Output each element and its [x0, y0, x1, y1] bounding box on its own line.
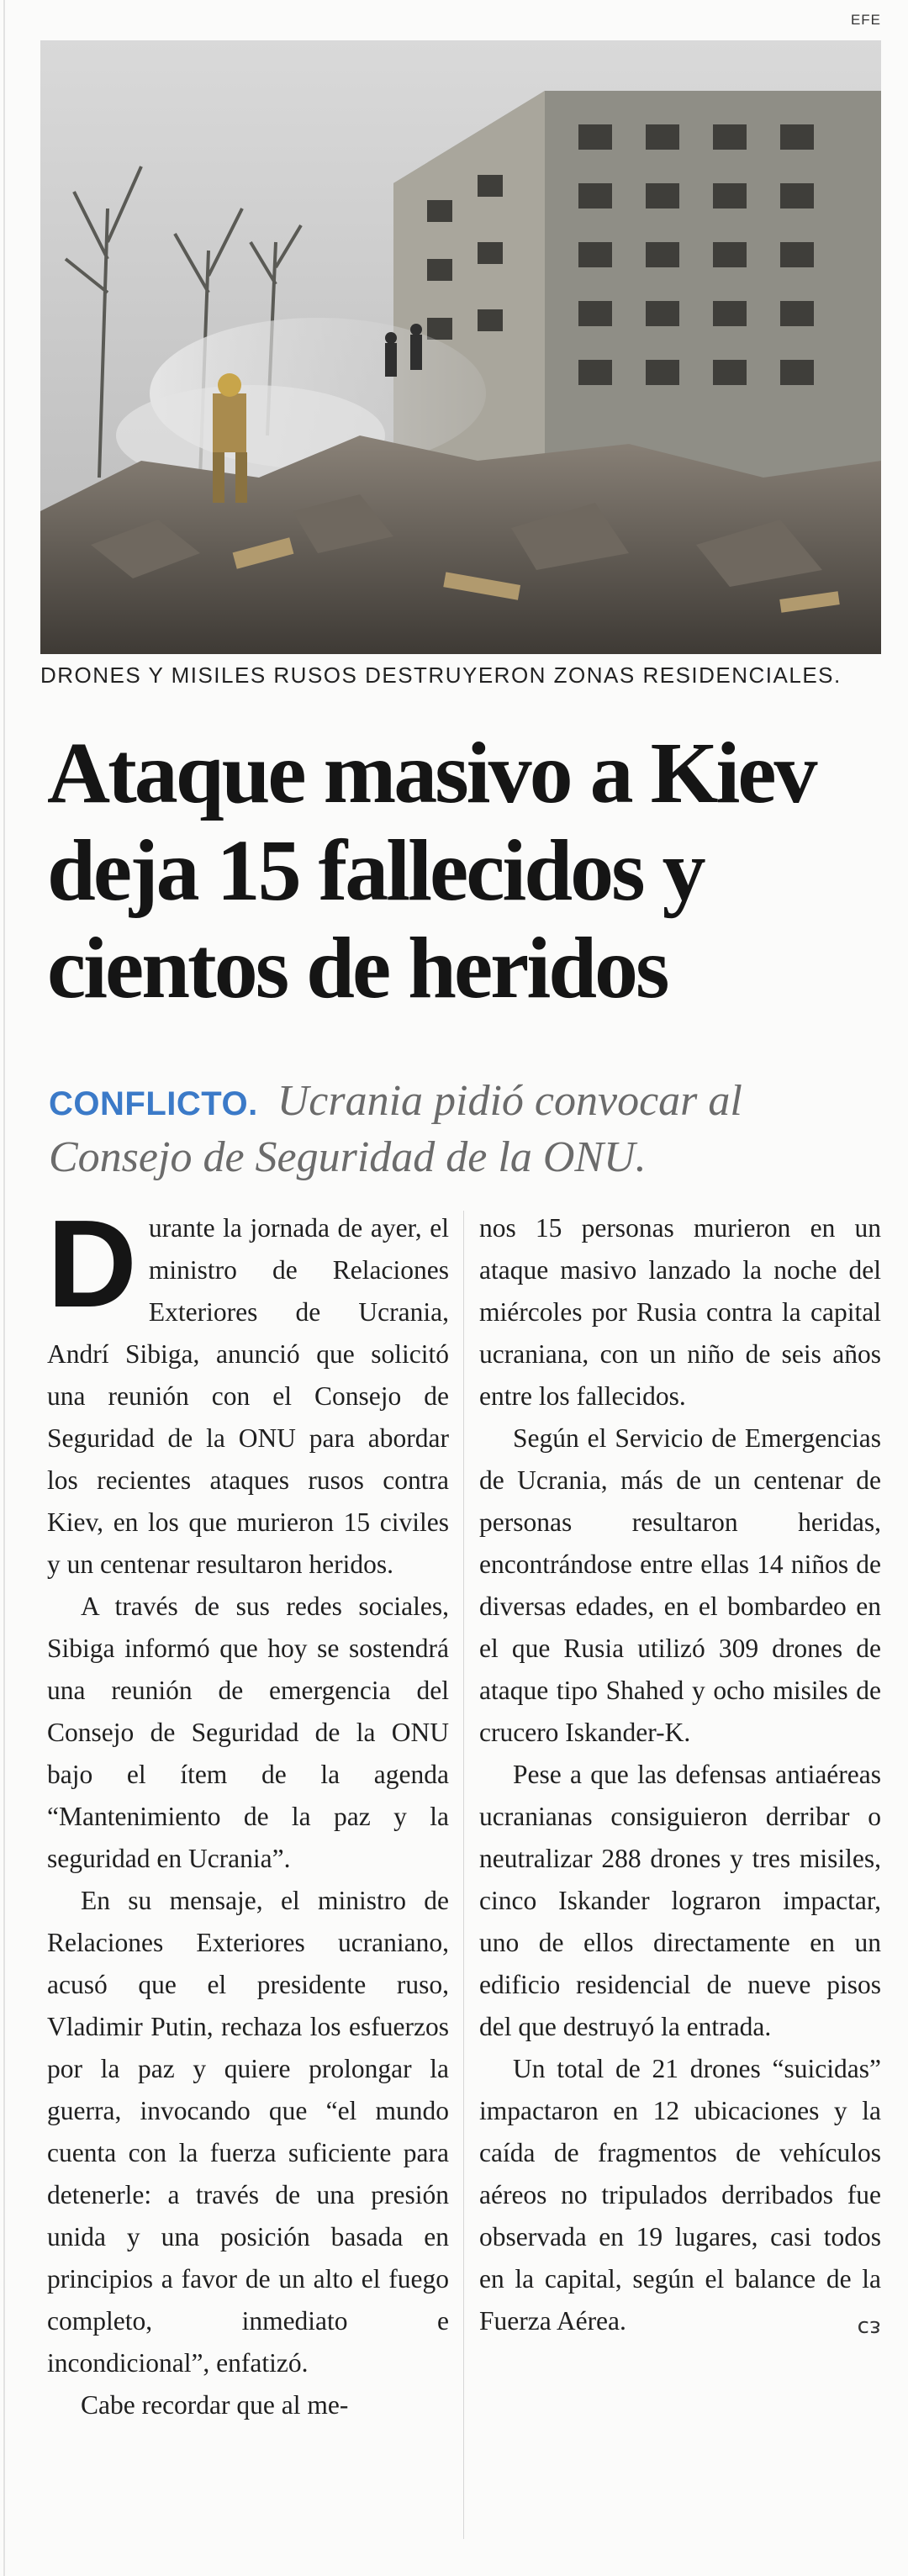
- headline-line-3: cientos de heridos: [47, 920, 668, 1016]
- drop-cap: D: [47, 1195, 137, 1333]
- body-paragraph-4: Cabe recordar que al me-: [81, 2390, 349, 2420]
- article-column-right: [479, 1207, 881, 2347]
- body-paragraph-7: Pese a que las defensas antiaéreas ucranianas consiguieron derribar o neutralizar 288 drones y tres misiles, cinco Iskander lograron impactar, uno de ellos directamente en un edificio residencial de nueve pisos del que destruyó la entrada.: [479, 1760, 881, 2041]
- body-paragraph-2: A través de sus redes sociales, Sibiga informó que hoy se sostendrá una reunión de emergencia del Consejo de Seguridad de la ONU bajo el ítem de la agenda “Mantenimiento de la paz y la seguridad en Ucrania”.: [47, 1592, 449, 1873]
- body-paragraph-8-text: Un total de 21 drones “suicidas” impactaron en 12 ubicaciones y la caída de fragmentos de vehículos aéreos no tripulados derribados fue observada en 19 lugares, casi todos en la capital, según el balance de la Fuerza Aérea.: [479, 2054, 881, 2336]
- column-divider: [463, 1211, 464, 2539]
- photo-credit: EFE: [850, 12, 881, 28]
- subhead-text: Ucrania pidió convocar al Consejo de Seguridad de la ONU.: [49, 1077, 742, 1181]
- body-paragraph-5: nos 15 personas murieron en un ataque masivo lanzado la noche del miércoles por Rusia contra la capital ucraniana, con un niño de seis años entre los fallecidos.: [479, 1213, 881, 1411]
- body-paragraph-6: Según el Servicio de Emergencias de Ucrania, más de un centenar de personas resultaron heridas, encontrándose entre ellas 14 niños de diversas edades, en el bombardeo en el que Rusia utilizó 309 drones de ataque tipo Shahed y ocho misiles de crucero Iskander-K.: [479, 1423, 881, 1747]
- headline-line-2: deja 15 fallecidos y: [47, 822, 704, 919]
- article-photo: [40, 40, 881, 654]
- destroyed-building-photo: [40, 40, 881, 654]
- article-column-left: [47, 1195, 449, 2426]
- headline: [47, 725, 879, 1017]
- body-paragraph-8: [479, 2048, 881, 2342]
- subhead: [49, 1074, 881, 1185]
- page-edge: [3, 0, 5, 2576]
- headline-line-1: Ataque masivo a Kiev: [47, 725, 816, 821]
- body-paragraph-3: En su mensaje, el ministro de Relaciones Exteriores ucraniano, acusó que el presidente ruso, Vladimir Putin, rechaza los esfuerzos por la paz y quiere prolongar la guerra, invocando que “el mundo cuenta con la fuerza suficiente para detenerle: a través de una presión unida y una posición basada en principios a favor de un alto el fuego completo, inmediato e incondicional”, enfatizó.: [47, 1886, 449, 2378]
- end-mark-icon: ᴄᴈ: [857, 2314, 881, 2339]
- body-paragraph-1-text: urante la jornada de ayer, el ministro de Relaciones Exteriores de Ucrania, Andrí Sibiga, anunció que solicitó una reunión con el Consejo de Seguridad de la ONU para abordar los recientes ataques rusos contra Kiev, en los que murieron 15 civiles y un centenar resultaron heridos.: [47, 1213, 449, 1579]
- body-paragraph-1: [47, 1195, 449, 1586]
- section-tag: CONFLICTO.: [49, 1085, 258, 1122]
- photo-caption: DRONES Y MISILES RUSOS DESTRUYERON ZONAS RESIDENCIALES.: [40, 662, 842, 688]
